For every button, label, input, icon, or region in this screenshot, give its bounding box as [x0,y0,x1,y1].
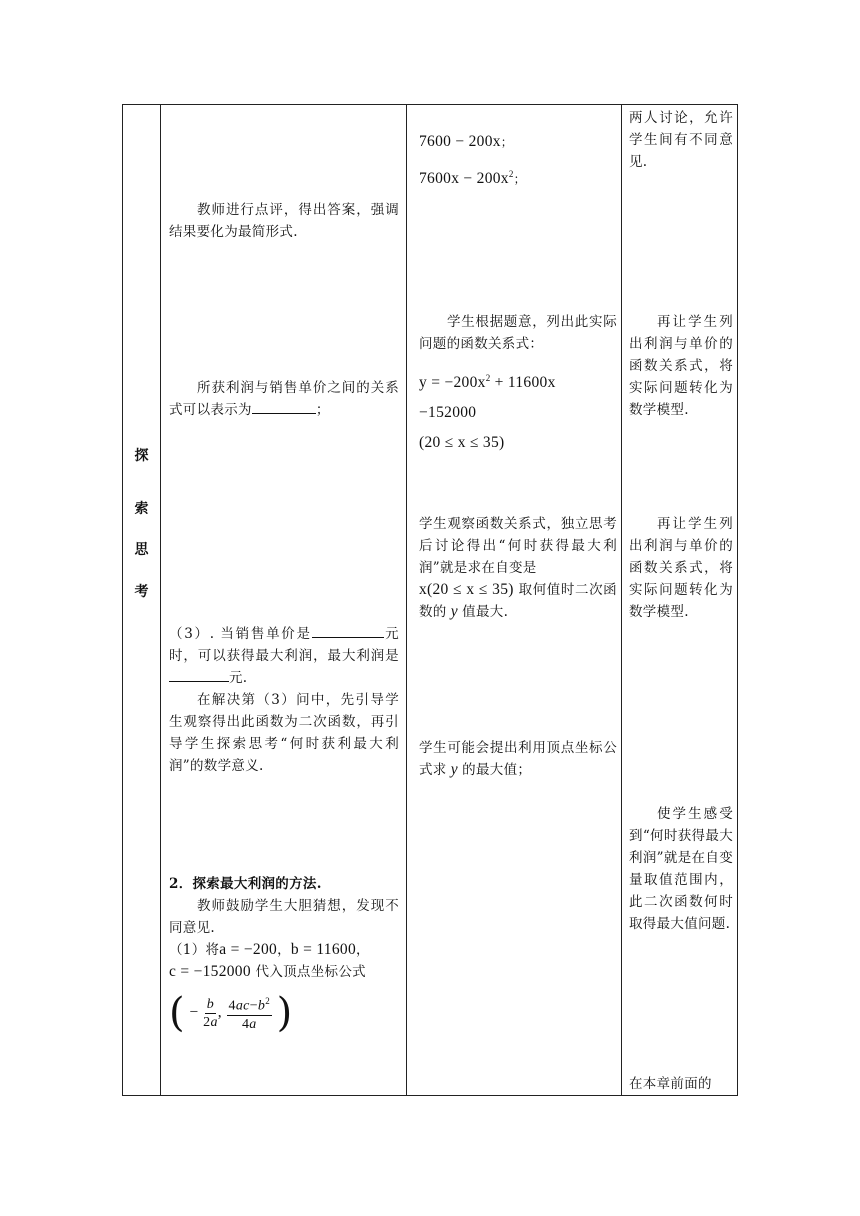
equation-part: −152000 [419,404,477,422]
step-1: （1）将a = −200，b = 11600， c = −152000 代入顶点坐标公式 [169,941,370,980]
question-3 [169,623,399,689]
question-text: 所获利润与销售单价之间的关系式可以表示为 [169,380,399,418]
observation-text: 值最大. [462,604,509,620]
punctuation: ； [500,135,514,149]
student-observation-paragraph: 学生观察函数关系式，独立思考后讨论得出“何时获得最大利润”就是求在自变是 x(20 ≤ x ≤ 35) 取何值时二次函数的 y 值最大. [419,516,617,620]
answer-blank [312,623,384,638]
coefficient-c: c = −152000 [169,963,251,980]
coefficient-a: a = −200 [219,941,278,958]
column-divider [160,105,161,1095]
function-equation: $y = -200x^2 + 11600x$ −152000 (20 ≤ x ≤ 35) [419,373,556,452]
guidance-paragraph: 在解决第（3）问中，先引导学生观察得出此函数为二次函数，再引导学生探索思考“何时获利最大利润”的数学意义. [169,692,399,774]
question-text: 元. [229,670,248,686]
punctuation: ； [315,402,330,418]
design-note-4: 使学生感受到“何时获得最大利润”就是在自变量取值范围内，此二次函数何时取得最大值问题. [629,806,733,932]
punctuation: ； [513,172,526,187]
expression-1 [419,131,617,153]
encourage-paragraph: 教师鼓励学生大胆猜想，发现不同意见. [169,898,399,936]
expression-2: $7600x - 200x^2$； [419,169,526,188]
math-expression: 7600 − 200x [419,133,501,150]
observation-text: 学生观察函数关系式，独立思考后讨论得出“何时获得最大利润”就是求在自变是 [419,516,617,576]
coefficient-b: b = 11600 [290,941,356,958]
step-text: 代入顶点坐标公式 [255,964,366,980]
section-label-char: 思 [134,542,149,558]
question-text: 元时，可以获得最大利润，最大利润是 [169,626,399,664]
answer-blank [252,399,316,414]
section-label-char: 索 [134,501,149,517]
answer-blank [169,667,229,682]
step-text: （1）将 [169,942,220,958]
range-expression: x(20 ≤ x ≤ 35) [419,581,514,598]
student-vertex-paragraph: 学生可能会提出利用顶点坐标公式求 y 的最大值； [419,740,617,778]
teacher-comment: 教师进行点评，得出答案，强调结果要化为最简形式. [169,202,399,240]
student-function-paragraph: 学生根据题意，列出此实际问题的函数关系式： [419,314,617,352]
equation-part: y = −200x [419,374,486,392]
column-divider [406,105,407,1095]
equation-part: + 11600x [490,374,556,392]
vertex-text: 的最大值； [462,762,532,778]
section-label-char: 探 [134,448,149,464]
design-note-3: 再让学生列出利润与单价的函数关系式，将实际问题转化为数学模型. [629,516,733,620]
column-divider [621,105,622,1095]
math-expression: 7600x − 200x [419,170,509,188]
lesson-table [122,104,738,1096]
vertex-text: 学生可能会提出利用顶点坐标公式求 [419,740,617,778]
observation-text: 取何值时二次函数的 [419,582,617,620]
vertex-y-fraction: $\frac{4ac-b^2}{4a}$ [227,993,272,1033]
question-text: （3）. 当销售单价是 [169,626,312,642]
domain-range: (20 ≤ x ≤ 35) [419,434,505,452]
profit-relation-question [169,377,399,421]
design-note-1: 两人讨论，允许学生间有不同意见. [629,110,733,170]
vertex-formula: ( − $\frac{b}{2a}$ , $\frac{4ac-b^2}{4a}$ ) [169,990,293,1036]
section-label-char: 考 [134,584,149,600]
vertex-x-fraction: $\frac{b}{2a}$ [203,996,218,1030]
design-note-5: 在本章前面的 [629,1076,712,1092]
section-heading: 2．探索最大利润的方法. [169,876,322,892]
design-note-2: 再让学生列出利润与单价的函数关系式，将实际问题转化为数学模型. [629,314,733,418]
